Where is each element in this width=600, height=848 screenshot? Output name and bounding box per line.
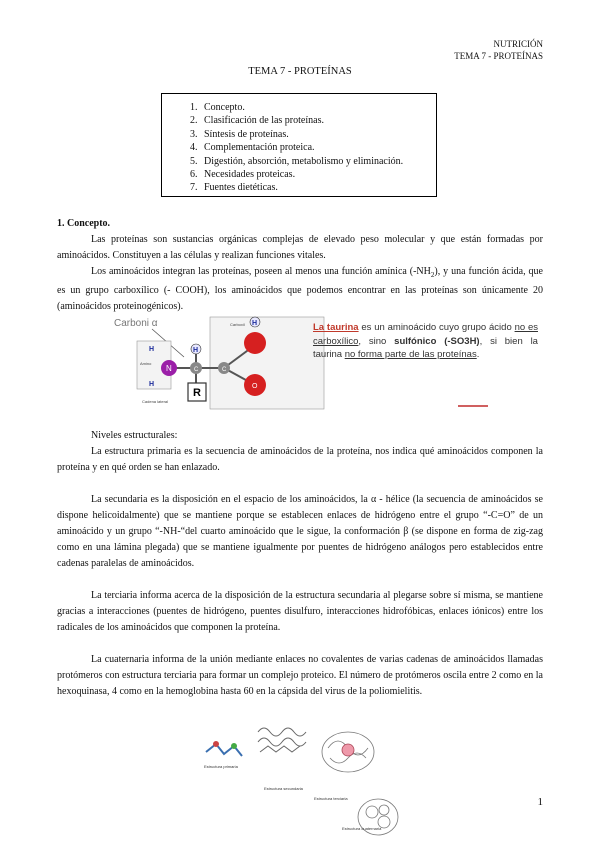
toc-item: 2. Clasificación de las proteínas. (200, 114, 436, 127)
svg-text:O: O (252, 383, 258, 390)
toc-item: 6. Necesidades proteicas. (200, 168, 436, 181)
carboni-alpha-label: Carboni α (114, 318, 158, 329)
svg-text:H: H (252, 320, 258, 327)
section-concepto (57, 216, 543, 315)
label-secundaria: Estructura secundaria (264, 786, 303, 791)
amino-label: Amino (140, 361, 152, 366)
paragraph-aminoacids: Los aminoácidos integran las proteínas, poseen al menos una función amínica $(-NH_2)$, y una función ácida, que es un grupo carboxílico (- COOH), los aminoácidos que podemos encontrar en las proteínas son únicamente 20 (aminoácidos proteinogénicos). (57, 266, 543, 312)
header-topic: TEMA 7 - PROTEÍNAS (454, 51, 543, 61)
svg-text:H: H (149, 346, 155, 353)
svg-text:H: H (149, 381, 155, 388)
niveles-heading: Niveles estructurales: (91, 430, 178, 441)
toc-item: 5. Digestión, absorción, metabolismo y eliminación. (200, 155, 436, 168)
carboxyl-label: Carboxil (230, 322, 245, 327)
svg-text:N: N (166, 364, 172, 373)
toc-item: 7. Fuentes dietéticas. (200, 181, 436, 194)
side-chain-label: Cadena lateral (142, 399, 169, 404)
toc-item: 1. Concepto. (200, 101, 436, 114)
toc-item: 4. Complementación proteica. (200, 141, 436, 154)
section-niveles (57, 428, 543, 700)
header-subject: NUTRICIÓN (493, 39, 543, 49)
table-of-contents (161, 93, 437, 197)
taurina-note: La taurina es un aminoácido cuyo grupo ácido no es carboxílico, sino sulfónico (-SO3H), si bien la taurina no forma parte de las proteínas. (313, 322, 538, 361)
protein-structure-levels-figure (198, 712, 404, 842)
running-header (454, 38, 543, 62)
paragraph-primaria: La estructura primaria es la secuencia de aminoácidos de la proteína, nos indica qué aminoácidos componen la proteína y en qué orden se han enlazado. (57, 446, 543, 473)
svg-text:C: C (194, 367, 199, 373)
label-cuaternaria: Estructura cuaternaria (342, 826, 382, 831)
paragraph-terciaria: La terciaria informa acerca de la disposición de la estructura secundaria al plegarse sobre sí misma, se mantiene gracias a interacciones (puentes de hidrógeno, puentes disulfuro, interacciones hidrofóbicas, enlaces iónicos) entre los radicales de los aminoácidos que componen la proteína. (57, 590, 543, 633)
svg-text:R: R (193, 387, 201, 399)
decorative-line (458, 405, 488, 407)
oxygen-atom (244, 332, 266, 354)
paragraph-cuaternaria: La cuaternaria informa de la unión mediante enlaces no covalentes de varias cadenas de aminoácidos llamadas protómeros con estructura terciaria para formar un complejo proteico. El número de protómeros oscila entre 2 como en la hexoquinasa, 4 como en la hemoglobina hasta 60 en la cápsida del virus de la poliomielitis. (57, 654, 543, 697)
svg-text:H: H (193, 347, 199, 354)
svg-text:C: C (222, 367, 227, 373)
label-primaria: Estructura primaria (204, 764, 238, 769)
amino-acid-diagram (112, 313, 326, 413)
paragraph-definition: Las proteínas son sustancias orgánicas complejas de elevado peso molecular y que están formadas por aminoácidos. Constituyen a las células y realizan funciones vitales. (57, 234, 543, 261)
label-terciaria: Estructura terciaria (314, 796, 348, 801)
page-number: 1 (537, 796, 543, 808)
paragraph-secundaria: La secundaria es la disposición en el espacio de los aminoácidos, la α - hélice (la secuencia de aminoácidos se dispone helicoidalmente) que se mantiene porque se establecen enlaces de hidrógeno entre el grupo “-C=O” de un aminoácido y un grupo “-NH-“del cuarto aminoácido que le sigue, la conformación β (se dispone en forma de zig-zag como en una lámina plegada) que se mantiene igualmente por puentes de hidrógeno análogos pero establecidos entre cadenas paralelas de aminoácidos. (57, 494, 543, 569)
page-title: TEMA 7 - PROTEÍNAS (248, 66, 352, 77)
toc-item: 3. Síntesis de proteínas. (200, 128, 436, 141)
section-heading: 1. Concepto. (57, 218, 111, 229)
